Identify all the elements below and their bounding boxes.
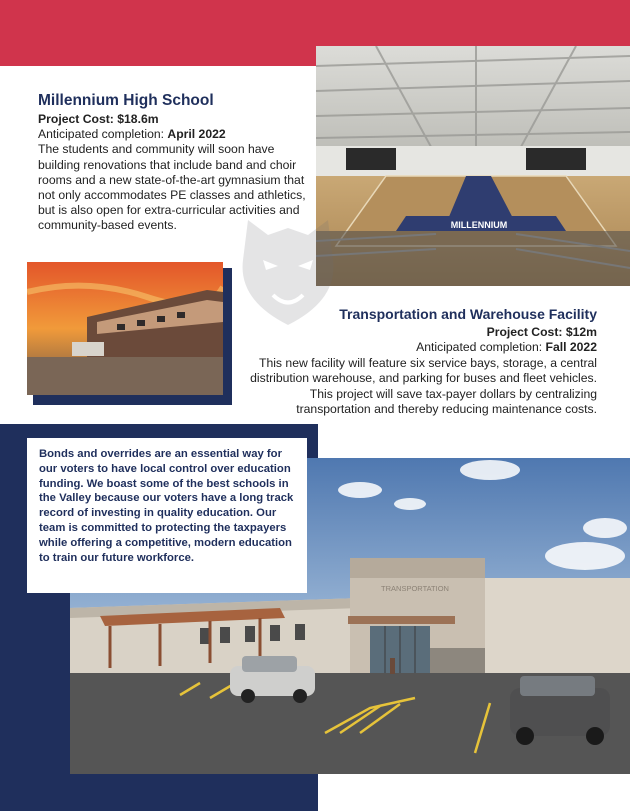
millennium-cost: Project Cost: $18.6m [38,112,159,126]
millennium-completion: Anticipated completion: April 2022 [38,127,226,142]
transportation-title: Transportation and Warehouse Facility [339,306,597,322]
transportation-completion: Anticipated completion: Fall 2022 [416,340,597,355]
transportation-section [237,306,597,417]
quote-box: Bonds and overrides are an essential way for our voters to have local control over education funding. We boast some of the best schools in the Valley because our voters have a long track record of investing in quality education. Our team is committed to protecting the taxpayers while offering a competitive, modern education to train our future workforce. [27,438,307,593]
transportation-description: This new facility will feature six service bays, storage, a central distribution warehouse, and parking for buses and fleet vehicles. This project will save tax-payer dollars by centralizing transportation and thereby reducing maintenance costs. [250,355,597,417]
construction-photo [27,262,223,395]
gym-floor-lettering: MILLENNIUM [450,220,508,230]
building-sign: TRANSPORTATION [381,584,449,593]
millennium-description: The students and community will soon have building renovations that include band and choir rooms and a new state-of-the-art gymnasium that not only accommodates PE classes and athletics, but is also open for extra-curricular activities and community-based events. [38,142,306,233]
transportation-cost: Project Cost: $12m [486,325,597,339]
millennium-title: Millennium High School [38,92,214,109]
gymnasium-photo [316,46,630,286]
